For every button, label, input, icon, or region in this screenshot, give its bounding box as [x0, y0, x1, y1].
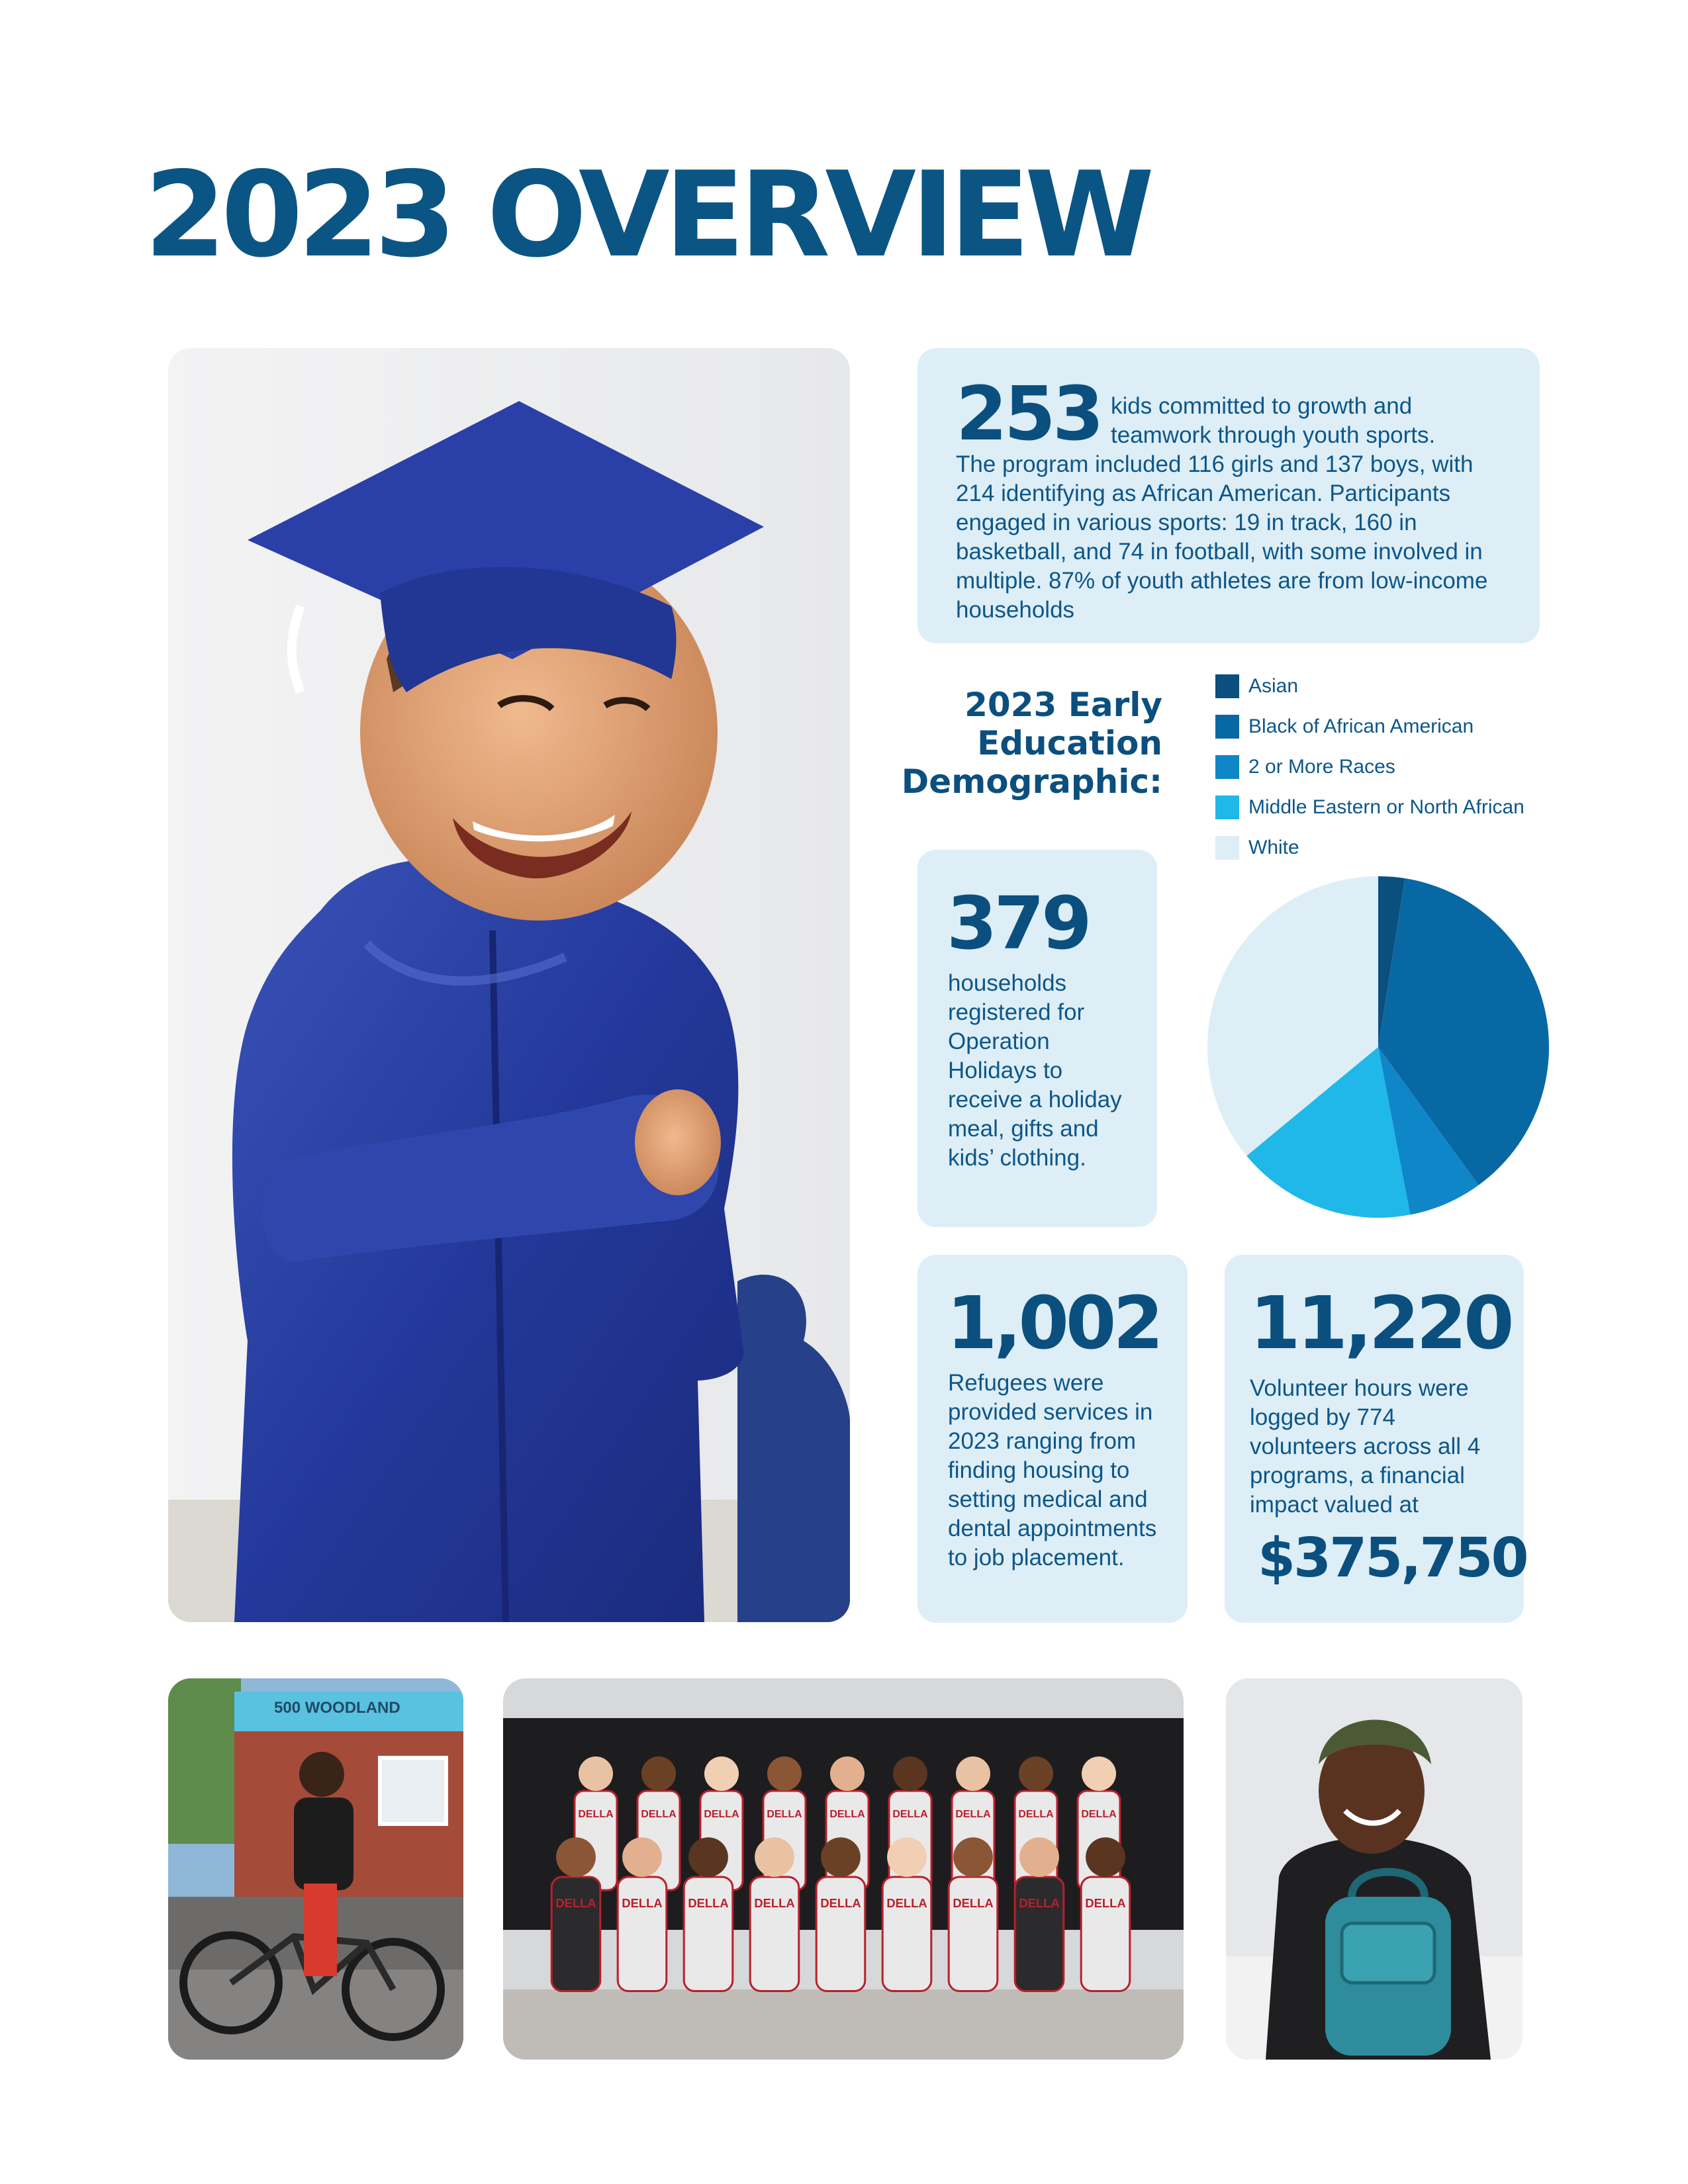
graduate-illustration [168, 348, 850, 1622]
photo-boy-with-bike [168, 1678, 463, 2060]
legend-label: White [1248, 837, 1299, 858]
jersey-text: DELLA [688, 1896, 729, 1910]
team-scene [503, 1678, 1184, 2060]
legend-item-0 [1215, 674, 1298, 699]
legend-swatch [1215, 755, 1239, 779]
volunteers-impact: $375,750 [1258, 1527, 1527, 1590]
photo-woman-with-backpack [1226, 1678, 1523, 2060]
jersey-text: DELLA [704, 1809, 739, 1820]
sign-text: 500 WOODLAND [274, 1699, 400, 1717]
youth-sports-body: The program included 116 girls and 137 boys, with 214 identifying as African American. Participants engaged in various sports: 19 in track, 160 in basketball, and 74 in football, with some involved in multiple. 87% of youth athletes are from low-income households [956, 451, 1488, 623]
legend-swatch [1215, 836, 1239, 860]
volunteers-card [1225, 1255, 1527, 1623]
legend-item-1 [1215, 714, 1474, 739]
jersey-text: DELLA [767, 1809, 802, 1820]
legend-label: Asian [1248, 675, 1299, 697]
jersey-text: DELLA [886, 1896, 927, 1910]
holidays-body: households registered for Operation Holidays to receive a holiday meal, gifts and kids’ clothing. [948, 970, 1122, 1171]
demographic-heading-line1: 2023 Early [964, 686, 1162, 724]
player-figure [882, 1837, 931, 1991]
demographic-heading-line2: Education [977, 724, 1162, 762]
player-figure [1015, 1837, 1064, 1991]
refugees-card [917, 1255, 1188, 1623]
demographic-heading-line3: Demographic: [901, 762, 1162, 801]
legend-label: Middle Eastern or North African [1248, 796, 1524, 818]
jersey-text: DELLA [641, 1809, 677, 1820]
jersey-text: DELLA [1085, 1896, 1126, 1910]
legend-swatch [1215, 796, 1239, 819]
youth-sports-lead: kids committed to growth and teamwork through youth sports. [1111, 393, 1436, 448]
player-figure [949, 1837, 998, 1991]
player-figure [618, 1837, 667, 1991]
jersey-text: DELLA [754, 1896, 795, 1910]
backpack-scene [1226, 1678, 1523, 2060]
volunteers-number: 11,220 [1250, 1281, 1511, 1365]
jersey-text: DELLA [1019, 1896, 1060, 1910]
jersey-text: DELLA [555, 1896, 596, 1910]
jersey-text: DELLA [955, 1809, 991, 1820]
jersey-text: DELLA [820, 1896, 861, 1910]
player-figure [816, 1837, 865, 1991]
jersey-text: DELLA [829, 1809, 865, 1820]
legend-item-3 [1215, 795, 1524, 820]
refugees-body: Refugees were provided services in 2023 ranging from finding housing to setting medical and dental appointments to job placement. [948, 1370, 1157, 1570]
jersey-text: DELLA [578, 1809, 614, 1820]
holidays-card [917, 850, 1157, 1227]
demographic-heading [898, 686, 1162, 801]
hero-photo-graduate [168, 348, 850, 1622]
legend-label: Black of African American [1248, 715, 1474, 737]
youth-sports-card [917, 348, 1540, 643]
jersey-text: DELLA [892, 1809, 928, 1820]
youth-sports-number: 253 [956, 371, 1101, 457]
page-title: 2023 OVERVIEW [144, 146, 1150, 283]
volunteers-body: Volunteer hours were logged by 774 volunteers across all 4 programs, a financial impact valued at [1250, 1375, 1481, 1518]
player-figure [684, 1837, 733, 1991]
legend-swatch [1215, 715, 1239, 739]
player-figure [551, 1837, 600, 1991]
holidays-number: 379 [947, 881, 1089, 966]
jersey-text: DELLA [1018, 1809, 1054, 1820]
demographic-pie-chart [1199, 868, 1557, 1226]
jersey-text: DELLA [953, 1896, 994, 1910]
photo-basketball-team [503, 1678, 1184, 2060]
refugees-number: 1,002 [947, 1281, 1160, 1365]
jersey-text: DELLA [1081, 1809, 1117, 1820]
chart-legend [1215, 674, 1546, 872]
legend-swatch [1215, 674, 1239, 698]
bike-scene [168, 1678, 463, 2060]
legend-item-2 [1215, 754, 1395, 780]
player-figure [1081, 1837, 1130, 1991]
legend-label: 2 or More Races [1248, 756, 1395, 778]
player-figure [750, 1837, 799, 1991]
jersey-text: DELLA [622, 1896, 663, 1910]
legend-item-4 [1215, 835, 1299, 860]
